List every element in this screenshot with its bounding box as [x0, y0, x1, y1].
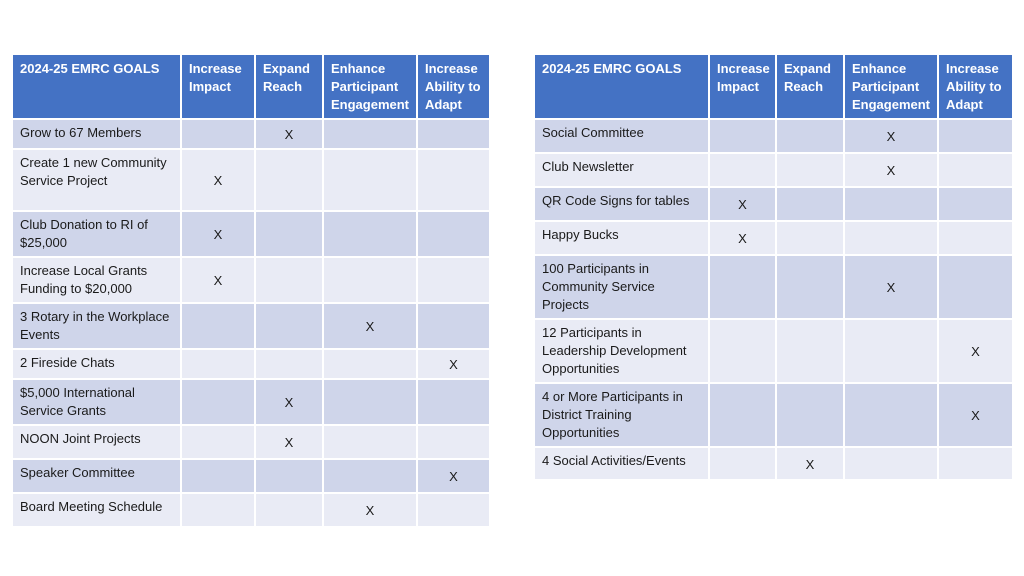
mark-cell [181, 119, 255, 149]
mark-cell [323, 211, 417, 257]
mark-cell [323, 459, 417, 493]
mark-cell [776, 319, 844, 383]
table-row [12, 303, 490, 349]
mark-cell [255, 459, 323, 493]
mark-cell [417, 211, 490, 257]
header-expand-reach: Expand Reach [776, 54, 844, 119]
mark-cell: X [181, 211, 255, 257]
mark-cell [417, 379, 490, 425]
mark-cell [323, 425, 417, 459]
header-enhance-engagement: Enhance Participant Engagement [844, 54, 938, 119]
mark-cell: X [255, 379, 323, 425]
header-goals: 2024-25 EMRC GOALS [12, 54, 181, 119]
table-row [534, 153, 1013, 187]
mark-cell: X [844, 255, 938, 319]
mark-cell [417, 119, 490, 149]
mark-cell [844, 447, 938, 480]
mark-cell: X [417, 349, 490, 379]
mark-cell [417, 257, 490, 303]
mark-cell [323, 149, 417, 211]
table-row [534, 255, 1013, 319]
goal-cell: Club Newsletter [534, 153, 709, 187]
table-row [534, 383, 1013, 447]
mark-cell [255, 303, 323, 349]
mark-cell [709, 383, 776, 447]
goal-cell: Grow to 67 Members [12, 119, 181, 149]
mark-cell: X [255, 425, 323, 459]
mark-cell [844, 187, 938, 221]
mark-cell: X [709, 221, 776, 255]
mark-cell [938, 187, 1013, 221]
header-enhance-engagement: Enhance Participant Engagement [323, 54, 417, 119]
mark-cell [255, 349, 323, 379]
mark-cell: X [323, 303, 417, 349]
mark-cell [709, 153, 776, 187]
mark-cell [709, 447, 776, 480]
mark-cell [323, 119, 417, 149]
goals-table-right [533, 53, 1014, 481]
mark-cell [776, 187, 844, 221]
mark-cell [255, 493, 323, 527]
mark-cell [181, 349, 255, 379]
mark-cell [844, 383, 938, 447]
header-ability-to-adapt: Increase Ability to Adapt [417, 54, 490, 119]
mark-cell [776, 255, 844, 319]
mark-cell [417, 425, 490, 459]
mark-cell [323, 349, 417, 379]
mark-cell [417, 149, 490, 211]
mark-cell [181, 493, 255, 527]
table-row [534, 447, 1013, 480]
goal-cell: 100 Participants in Community Service Projects [534, 255, 709, 319]
mark-cell [938, 119, 1013, 153]
table-row [12, 459, 490, 493]
mark-cell: X [181, 257, 255, 303]
header-row [534, 54, 1013, 119]
table-row [12, 349, 490, 379]
mark-cell [181, 379, 255, 425]
mark-cell [323, 257, 417, 303]
header-ability-to-adapt: Increase Ability to Adapt [938, 54, 1013, 119]
mark-cell [844, 221, 938, 255]
mark-cell [181, 303, 255, 349]
mark-cell: X [938, 319, 1013, 383]
mark-cell: X [417, 459, 490, 493]
goal-cell: 12 Participants in Leadership Development Opportunities [534, 319, 709, 383]
mark-cell [776, 383, 844, 447]
mark-cell [938, 153, 1013, 187]
mark-cell [255, 211, 323, 257]
table-row [12, 493, 490, 527]
mark-cell [709, 119, 776, 153]
table-row [534, 119, 1013, 153]
header-increase-impact: Increase Impact [181, 54, 255, 119]
mark-cell [938, 255, 1013, 319]
header-increase-impact: Increase Impact [709, 54, 776, 119]
header-goals: 2024-25 EMRC GOALS [534, 54, 709, 119]
goal-cell: QR Code Signs for tables [534, 187, 709, 221]
goal-cell: NOON Joint Projects [12, 425, 181, 459]
goal-cell: Create 1 new Community Service Project [12, 149, 181, 211]
table-row [12, 119, 490, 149]
mark-cell [417, 303, 490, 349]
mark-cell: X [709, 187, 776, 221]
table-row [12, 425, 490, 459]
goal-cell: Increase Local Grants Funding to $20,000 [12, 257, 181, 303]
mark-cell: X [323, 493, 417, 527]
mark-cell: X [844, 119, 938, 153]
mark-cell [417, 493, 490, 527]
goal-cell: 3 Rotary in the Workplace Events [12, 303, 181, 349]
table-row [12, 257, 490, 303]
goals-table-left [11, 53, 491, 528]
goal-cell: 4 Social Activities/Events [534, 447, 709, 480]
goal-cell: 4 or More Participants in District Training Opportunities [534, 383, 709, 447]
header-expand-reach: Expand Reach [255, 54, 323, 119]
mark-cell [709, 319, 776, 383]
goal-cell: Social Committee [534, 119, 709, 153]
mark-cell [255, 257, 323, 303]
mark-cell: X [255, 119, 323, 149]
mark-cell [776, 221, 844, 255]
table-row [534, 319, 1013, 383]
mark-cell: X [776, 447, 844, 480]
goal-cell: Speaker Committee [12, 459, 181, 493]
mark-cell: X [844, 153, 938, 187]
mark-cell [181, 459, 255, 493]
mark-cell [255, 149, 323, 211]
goal-cell: Happy Bucks [534, 221, 709, 255]
table-row [12, 379, 490, 425]
mark-cell [323, 379, 417, 425]
mark-cell [938, 447, 1013, 480]
header-row [12, 54, 490, 119]
goal-cell: 2 Fireside Chats [12, 349, 181, 379]
table-row [12, 149, 490, 211]
table-row [534, 221, 1013, 255]
goal-cell: $5,000 International Service Grants [12, 379, 181, 425]
mark-cell [938, 221, 1013, 255]
mark-cell [776, 119, 844, 153]
table-row [534, 187, 1013, 221]
mark-cell: X [938, 383, 1013, 447]
goal-cell: Club Donation to RI of $25,000 [12, 211, 181, 257]
mark-cell [181, 425, 255, 459]
table-row [12, 211, 490, 257]
mark-cell [709, 255, 776, 319]
mark-cell: X [181, 149, 255, 211]
mark-cell [844, 319, 938, 383]
mark-cell [776, 153, 844, 187]
goal-cell: Board Meeting Schedule [12, 493, 181, 527]
